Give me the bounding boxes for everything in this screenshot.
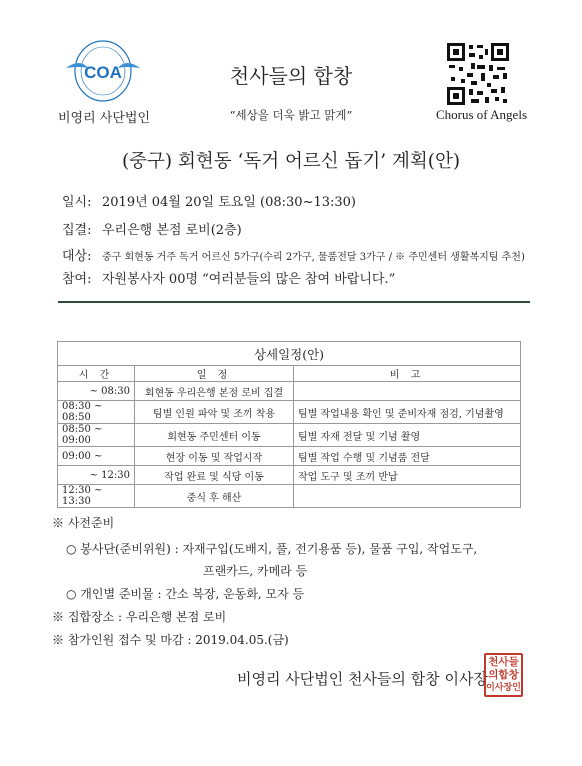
info-value: 2019년 04월 20일 토요일 (08:30~13:30) xyxy=(102,195,357,210)
meeting-place: ※ 집합장소 : 우리은행 본점 로비 xyxy=(52,610,227,624)
column-header-time: 시 간 xyxy=(58,366,135,382)
info-target xyxy=(62,245,525,264)
prep-volunteer-group-cont: 프랜카드, 카메라 등 xyxy=(203,564,308,578)
row-note: 팀별 자재 전달 및 기념 촬영 xyxy=(294,424,521,447)
schedule-caption: 상세일정(안) xyxy=(58,342,521,366)
divider xyxy=(58,301,530,303)
prep-heading: ※ 사전준비 xyxy=(52,516,115,530)
info-value: 자원봉사자 00명 “여러분들의 많은 참여 바랍니다.” xyxy=(102,272,396,287)
row-time: 09:00 ~ xyxy=(58,447,135,466)
row-time: 08:50 ~ 09:00 xyxy=(58,424,135,447)
info-value: 중구 회현동 거주 독거 어르신 5가구(수리 2가구, 물품전달 3가구 / ※ 주민센터 생활복지팀 추천) xyxy=(102,252,525,263)
document-title: (중구) 회현동 ‘독거 어르신 돕기’ 계획(안) xyxy=(121,151,461,172)
row-note: 작업 도구 및 조끼 반납 xyxy=(294,466,521,485)
row-task: 회현동 우리은행 본점 로비 집결 xyxy=(135,382,294,401)
row-time: ~ 08:30 xyxy=(58,382,135,401)
row-task: 회현동 주민센터 이동 xyxy=(135,424,294,447)
info-value: 우리은행 본점 로비(2층) xyxy=(102,223,242,238)
row-task: 팀별 인원 파악 및 조끼 착용 xyxy=(135,401,294,424)
row-note xyxy=(294,485,521,508)
table-row xyxy=(58,382,521,401)
qr-code-icon xyxy=(447,43,509,105)
info-participation xyxy=(62,268,395,287)
row-note: 팀별 작업내용 확인 및 준비자재 점검, 기념촬영 xyxy=(294,401,521,424)
seal-line: 천사들 xyxy=(488,656,519,668)
row-task: 현장 이동 및 작업시작 xyxy=(135,447,294,466)
column-header-note: 비 고 xyxy=(294,366,521,382)
info-label: 일시: xyxy=(62,195,92,210)
official-seal xyxy=(484,653,523,697)
info-label: 참여: xyxy=(62,272,92,287)
row-time: 08:30 ~ 08:50 xyxy=(58,401,135,424)
row-task: 중식 후 해산 xyxy=(135,485,294,508)
info-gathering xyxy=(62,219,242,238)
info-label: 집결: xyxy=(62,223,92,238)
prep-individual: ○ 개인별 준비물 : 간소 복장, 운동화, 모자 등 xyxy=(66,587,305,601)
table-row xyxy=(58,424,521,447)
table-row xyxy=(58,447,521,466)
choir-english-name: Chorus of Angels xyxy=(436,107,527,122)
column-header-task: 일 정 xyxy=(135,366,294,382)
signature-line: 비영리 사단법인 천사들의 합창 이사장 xyxy=(237,670,488,688)
prep-volunteer-group: ○ 봉사단(준비위원) : 자재구입(도배지, 풀, 전기용품 등), 물품 구입, 작업도구, xyxy=(66,542,478,556)
table-row xyxy=(58,466,521,485)
seal-line: 이사장인 xyxy=(486,683,521,693)
seal-line: 의합창 xyxy=(488,669,519,681)
registration-deadline: ※ 참가인원 접수 및 마감 : 2019.04.05.(금) xyxy=(52,633,289,647)
info-date xyxy=(62,191,356,210)
table-row xyxy=(58,485,521,508)
row-time: 12:30 ~ 13:30 xyxy=(58,485,135,508)
row-note xyxy=(294,382,521,401)
slogan: “세상을 더욱 밝고 맑게” xyxy=(229,108,353,122)
schedule-table xyxy=(57,341,521,508)
info-label: 대상: xyxy=(62,249,92,264)
logo-wordmark: COA xyxy=(84,63,122,82)
row-time: ~ 12:30 xyxy=(58,466,135,485)
row-note: 팀별 작업 수행 및 기념품 전달 xyxy=(294,447,521,466)
table-row xyxy=(58,401,521,424)
row-task: 작업 완료 및 식당 이동 xyxy=(135,466,294,485)
org-title: 천사들의 합창 xyxy=(229,64,353,88)
org-type-label: 비영리 사단법인 xyxy=(58,111,151,126)
